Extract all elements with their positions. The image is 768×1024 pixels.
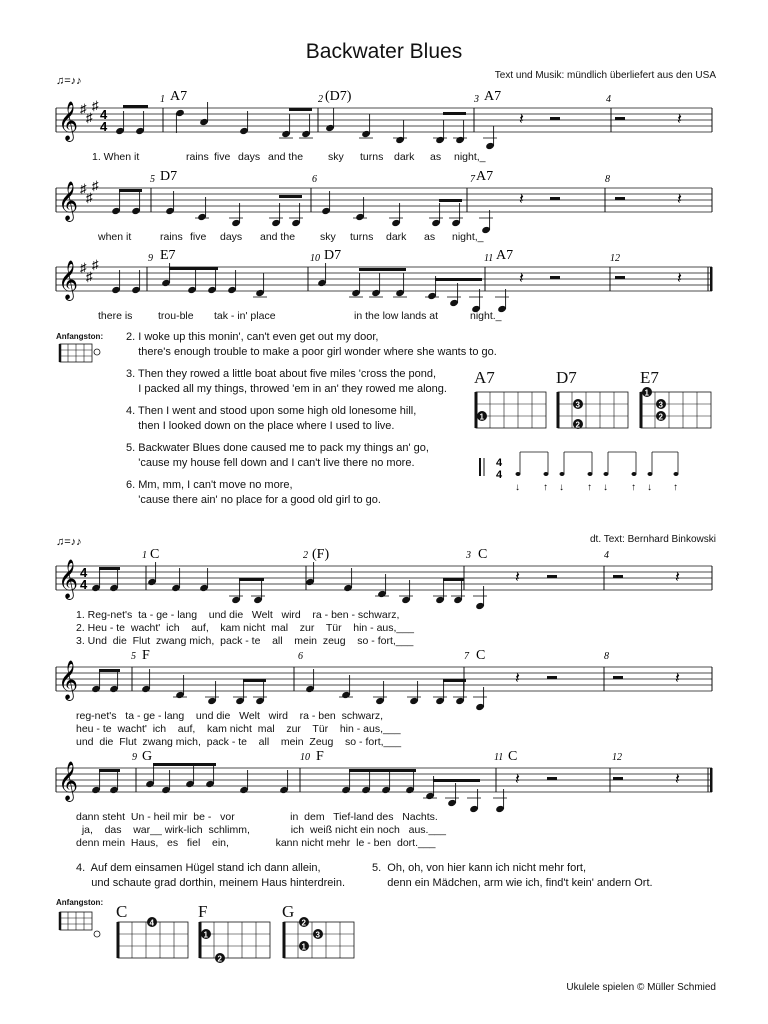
chord-symbol: (F) [312, 547, 330, 562]
chord-name-c: C [116, 902, 128, 921]
lyrics-p1-s1-w3: five [214, 151, 231, 163]
strum-arrow-icon: ↓ [515, 482, 520, 493]
chord-symbol: C [476, 648, 486, 663]
measure-number: 8 [605, 174, 610, 185]
finger-number: 1 [644, 388, 649, 398]
chord-diagram-d7 [558, 392, 628, 428]
chord-symbol: A7 [484, 89, 502, 104]
half-rest [550, 276, 560, 279]
half-rest [613, 777, 623, 780]
chord-name-f: F [198, 902, 208, 921]
time-signature: 4 [496, 457, 503, 469]
sharp-icon: ♯ [80, 260, 87, 275]
verse-6: 6. Mm, mm, I can't move no more, 'cause there ain' no place for a good old girl to go. [126, 479, 381, 506]
sharp-icon: ♯ [92, 178, 99, 193]
half-rest [615, 276, 625, 279]
chord-symbol: A7 [476, 169, 494, 184]
lyrics-p1-s3-w3: tak - in' place [214, 310, 276, 322]
lyrics-p2-s2-l1: reg-net's ta - ge - lang und die Welt wird ra - ben schwarz, [76, 710, 384, 722]
measure-number: 11 [494, 752, 504, 763]
lyrics-p1-s2-w1: when it [98, 231, 132, 243]
verse-de-4: 4. Auf dem einsamen Hügel stand ich dann allein, und schaute grad dorthin, meinem Haus hinterdrein. [76, 862, 346, 889]
finger-number: 3 [575, 400, 580, 410]
measure-number: 6 [298, 651, 303, 662]
credit-de: dt. Text: Bernhard Binkowski [590, 534, 716, 545]
beam [443, 112, 466, 115]
time-signature: 4 [80, 577, 88, 592]
beam [349, 769, 416, 772]
beam [169, 267, 218, 270]
lyrics-p1-s2-w2: rains [160, 231, 183, 243]
measure-number: 2 [303, 550, 308, 561]
beam [439, 199, 462, 202]
chord-name-e7: E7 [640, 368, 659, 387]
beam [123, 105, 148, 108]
finger-number: 1 [479, 412, 484, 422]
quarter-rest: 𝄽 [519, 189, 524, 208]
chord-symbol: D7 [160, 169, 178, 184]
treble-clef-icon: 𝄞 [58, 660, 79, 700]
strum-arrow-icon: ↓ [559, 482, 564, 493]
lyrics-p2-s1-l2: 2. Heu - te wacht' ich auf, kam nicht mal zur Tür hin - aus,___ [76, 622, 414, 634]
quarter-rest: 𝄽 [515, 769, 520, 788]
beam [153, 763, 216, 766]
lyrics-p1-s1-w8: dark [394, 151, 415, 163]
quarter-rest: 𝄽 [675, 567, 680, 586]
lyrics-p1-s1-w5: and the [268, 151, 304, 163]
beam [99, 769, 120, 772]
half-rest [547, 575, 557, 578]
treble-clef-icon: 𝄞 [58, 559, 79, 599]
lyrics-p1-s2-w8: dark [386, 231, 407, 243]
lyrics-p1-s3-w4: in the low lands at [354, 310, 439, 322]
beam [443, 578, 464, 581]
lyrics-p1-s1-w6: sky [328, 151, 344, 163]
chord-symbol: A7 [170, 89, 188, 104]
swing-tempo-mark: ♫=♪♪ [56, 536, 82, 548]
beam [435, 278, 482, 281]
lyrics-p1-s3-w2: trou-ble [158, 310, 194, 322]
lyrics-p1-s2-w4: days [220, 231, 243, 243]
chord-diagram-g [284, 922, 354, 958]
half-rest [613, 575, 623, 578]
sharp-icon: ♯ [80, 181, 87, 196]
chord-symbol: A7 [496, 248, 514, 263]
measure-number: 11 [484, 253, 494, 264]
quarter-rest: 𝄽 [677, 109, 682, 128]
footer-copyright: Ukulele spielen © Müller Schmied [566, 982, 716, 993]
finger-number: 2 [575, 420, 580, 430]
verse-2: 2. I woke up this monin', can't even get out my door, there's enough trouble to make a poor girl wonder where she wants to go. [126, 331, 497, 358]
quarter-rest: 𝄽 [677, 268, 682, 287]
measure-number: 4 [606, 94, 611, 105]
strum-arrow-icon: ↑ [543, 482, 548, 493]
finger-number: 3 [315, 930, 320, 940]
beam [279, 195, 302, 198]
half-rest [547, 676, 557, 679]
measure-number: 4 [604, 550, 609, 561]
final-barline-thick [710, 267, 713, 291]
measure-number: 5 [131, 651, 136, 662]
open-string-marker [94, 931, 100, 937]
lyrics-p2-s2-l2: heu - te wacht' ich auf, kam nicht mal zur Tür hin - aus,___ [76, 723, 401, 735]
chord-symbol: C [508, 749, 518, 764]
lyrics-p1-s1-w1: 1. When it [92, 151, 140, 163]
lyrics-p2-s1-l3: 3. Und die Flut zwang mich, pack - te all mein zeug so - fort,___ [76, 635, 414, 647]
beam [99, 669, 120, 672]
measure-number: 5 [150, 174, 155, 185]
lyrics-p1-s2-w7: turns [350, 231, 374, 243]
time-signature: 4 [80, 565, 88, 580]
verse-5: 5. Backwater Blues done caused me to pack my things an' go, 'cause my house fell down and I can't live there no more. [126, 442, 429, 469]
finger-number: 1 [301, 942, 306, 952]
beam [443, 679, 466, 682]
measure-number: 1 [160, 94, 165, 105]
lyrics-p1-s2-w3: five [190, 231, 207, 243]
quarter-rest: 𝄽 [519, 268, 524, 287]
strum-arrow-icon: ↑ [631, 482, 636, 493]
chord-symbol: G [142, 749, 153, 764]
beam [119, 189, 142, 192]
measure-number: 3 [466, 550, 471, 561]
finger-number: 4 [149, 918, 154, 928]
finger-number: 2 [217, 954, 222, 964]
chord-symbol: F [316, 749, 324, 764]
half-rest [547, 777, 557, 780]
sharp-icon: ♯ [86, 269, 93, 284]
chord-name-a7: A7 [474, 368, 495, 387]
measure-number: 10 [300, 752, 310, 763]
lyrics-p2-s3-l1: dann steht Un - heil mir be - vor in dem Tief-land des Nachts. [76, 811, 438, 823]
half-rest [550, 117, 560, 120]
measure-number: 12 [610, 253, 620, 264]
sharp-icon: ♯ [92, 257, 99, 272]
treble-clef-icon: 𝄞 [58, 761, 79, 801]
credit-en: Text und Musik: mündlich überliefert aus den USA [494, 70, 716, 81]
lyrics-p1-s2-w9: as [424, 231, 436, 243]
lyrics-p1-s3-w5: night._ [470, 310, 502, 322]
measure-number: 3 [474, 94, 479, 105]
chord-symbol: (D7) [325, 89, 352, 104]
beam [433, 779, 480, 782]
lyrics-p1-s1-w9: as [430, 151, 442, 163]
measure-number: 9 [148, 253, 153, 264]
chord-diagram-f [200, 922, 270, 958]
treble-clef-icon: 𝄞 [58, 181, 79, 221]
verse-4: 4. Then I went and stood upon some high old lonesome hill, then I looked down on the place where I used to live. [126, 405, 417, 432]
chord-name-d7: D7 [556, 368, 577, 387]
sharp-icon: ♯ [92, 98, 99, 113]
measure-number: 1 [142, 550, 147, 561]
time-signature: 4 [100, 107, 108, 122]
quarter-rest: 𝄽 [515, 567, 520, 586]
final-barline-thick [710, 768, 713, 792]
lyrics-p2-s1-l1: 1. Reg-net's ta - ge - lang und die Welt wird ra - ben - schwarz, [76, 609, 400, 621]
measure-number: 6 [312, 174, 317, 185]
lyrics-p2-s2-l3: und die Flut zwang mich, pack - te all mein Zeug so - fort,___ [76, 736, 402, 748]
measure-number: 9 [132, 752, 137, 763]
finger-number: 3 [658, 400, 663, 410]
lyrics-p1-s1-w2: rains [186, 151, 209, 163]
chord-symbol: D7 [324, 248, 342, 263]
half-rest [615, 117, 625, 120]
chord-diagram-e7 [641, 392, 711, 428]
lyrics-p1-s2-w6: sky [320, 231, 336, 243]
measure-number: 8 [604, 651, 609, 662]
sharp-icon: ♯ [80, 101, 87, 116]
beam [243, 679, 266, 682]
strum-arrow-icon: ↑ [673, 482, 678, 493]
quarter-rest: 𝄽 [675, 769, 680, 788]
quarter-rest: 𝄽 [515, 668, 520, 687]
verse-de-5: 5. Oh, oh, von hier kann ich nicht mehr fort, denn ein Mädchen, arm wie ich, find't kein' andern Ort. [372, 862, 653, 889]
treble-clef-icon: 𝄞 [58, 101, 79, 141]
time-signature: 4 [496, 469, 503, 481]
beam [99, 567, 120, 570]
half-rest [550, 197, 560, 200]
quarter-rest: 𝄽 [677, 189, 682, 208]
lyrics-p1-s2-w5: and the [260, 231, 296, 243]
lyrics-p2-s3-l3: denn mein Haus, es fiel ein, kann nicht mehr le - ben dort.___ [76, 837, 436, 849]
chord-symbol: E7 [160, 248, 176, 263]
strum-arrow-icon: ↓ [603, 482, 608, 493]
time-signature: 4 [100, 119, 108, 134]
finger-number: 2 [301, 918, 306, 928]
chord-symbol: C [478, 547, 488, 562]
beam [289, 108, 312, 111]
half-rest [613, 676, 623, 679]
page-title: Backwater Blues [305, 40, 463, 63]
half-rest [615, 197, 625, 200]
quarter-rest: 𝄽 [675, 668, 680, 687]
measure-number: 7 [464, 651, 469, 662]
strum-arrow-icon: ↑ [587, 482, 592, 493]
lyrics-p1-s2-w10: night,_ [452, 231, 484, 243]
treble-clef-icon: 𝄞 [58, 260, 79, 300]
chord-symbol: C [150, 547, 160, 562]
sharp-icon: ♯ [86, 110, 93, 125]
lyrics-p1-s1-w7: turns [360, 151, 384, 163]
tuning-label-1: Anfangston: [56, 332, 104, 341]
beam [359, 268, 406, 271]
strum-arrow-icon: ↓ [647, 482, 652, 493]
swing-tempo-mark: ♫=♪♪ [56, 75, 82, 87]
quarter-rest: 𝄽 [519, 109, 524, 128]
beam [239, 578, 264, 581]
measure-number: 10 [310, 253, 320, 264]
chord-name-g: G [282, 902, 295, 921]
finger-number: 2 [658, 412, 663, 422]
measure-number: 7 [470, 174, 475, 185]
tuning-label-2: Anfangston: [56, 898, 104, 907]
lyrics-p1-s1-w4: days [238, 151, 261, 163]
measure-number: 12 [612, 752, 622, 763]
sharp-icon: ♯ [86, 190, 93, 205]
lyrics-p1-s1-w10: night,_ [454, 151, 486, 163]
measure-number: 2 [318, 94, 323, 105]
chord-diagram-a7 [476, 392, 546, 428]
chord-symbol: F [142, 648, 150, 663]
lyrics-p1-s3-w1: there is [98, 310, 133, 322]
lyrics-p2-s3-l2: ja, das war__ wirk-lich schlimm, ich weiß nicht ein noch aus.___ [76, 824, 446, 836]
finger-number: 1 [203, 930, 208, 940]
verse-3: 3. Then they rowed a little boat about five miles 'cross the pond, I packed all my things, throwed 'em in an' they rowed me along. [126, 368, 447, 395]
open-string-marker [94, 349, 100, 355]
